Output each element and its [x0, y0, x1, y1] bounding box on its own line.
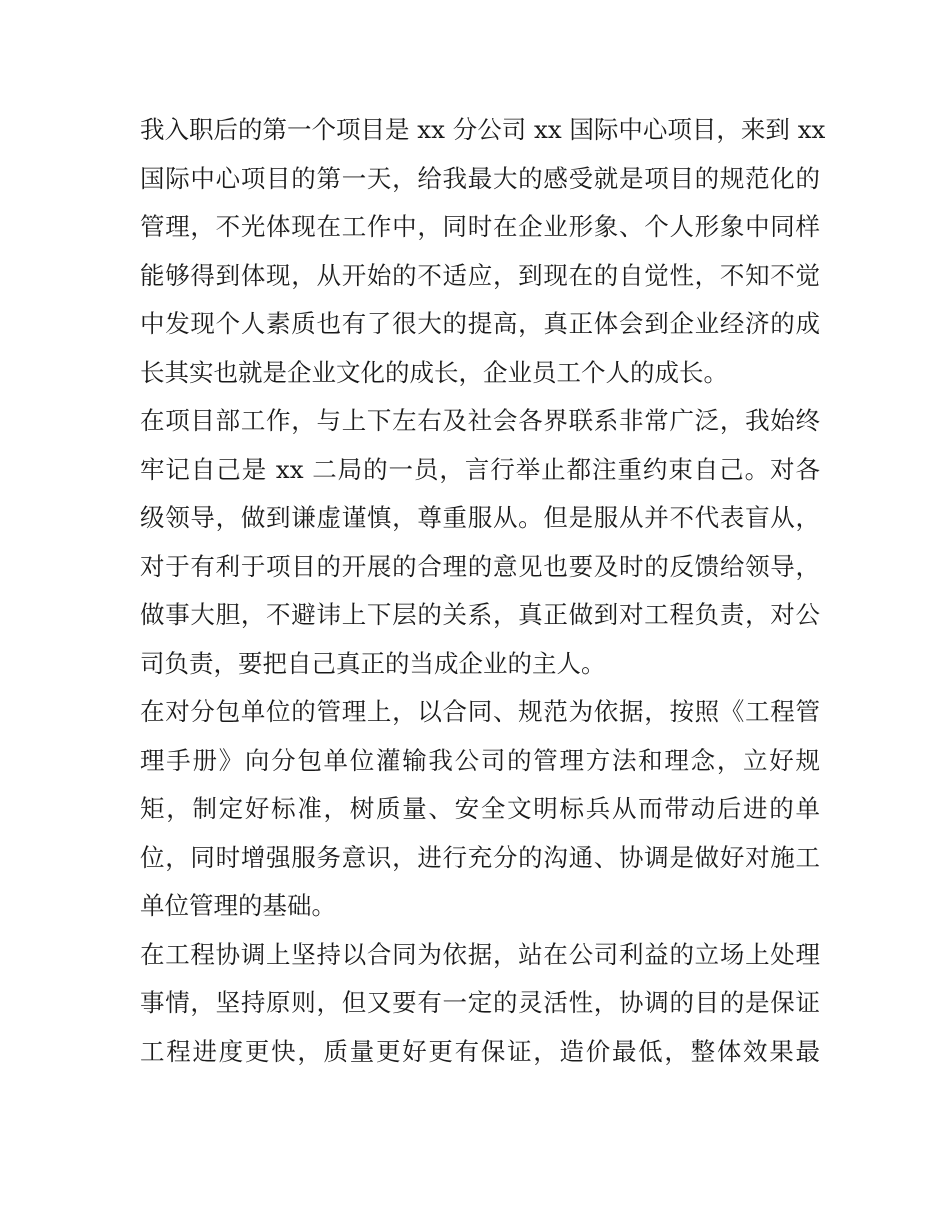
text-line: 在项目部工作，与上下左右及社会各界联系非常广泛，我始终 — [140, 406, 820, 435]
text-line: 中发现个人素质也有了很大的提高，真正体会到企业经济的成 — [140, 309, 820, 338]
text-line: 做事大胆，不避讳上下层的关系，真正做到对工程负责，对公 — [140, 600, 820, 629]
text-line: 对于有利于项目的开展的合理的意见也要及时的反馈给领导， — [140, 551, 820, 581]
text-line: 理手册》向分包单位灌输我公司的管理方法和理念，立好规 — [140, 745, 820, 775]
text-line: 矩，制定好标准，树质量、安全文明标兵从而带动后进的单 — [140, 794, 820, 823]
text-line: 在对分包单位的管理上，以合同、规范为依据，按照《工程管 — [140, 697, 820, 726]
text-line: 事情，坚持原则，但又要有一定的灵活性，协调的目的是保证 — [140, 988, 820, 1017]
text-line: 工程进度更快，质量更好更有保证，造价最低，整体效果最 — [140, 1036, 820, 1066]
paragraph — [140, 931, 820, 1077]
text-line: 位，同时增强服务意识，进行充分的沟通、协调是做好对施工 — [140, 842, 820, 872]
text-line: 能够得到体现，从开始的不适应，到现在的自觉性，不知不觉 — [140, 260, 820, 290]
text-line: 管理，不光体现在工作中，同时在企业形象、个人形象中同样 — [140, 212, 820, 241]
text-line: 司负责，要把自己真正的当成企业的主人。 — [140, 648, 606, 678]
text-line: 单位管理的基础。 — [140, 891, 336, 920]
paragraph — [140, 106, 826, 397]
paragraph — [140, 688, 820, 931]
text-line: 国际中心项目的第一天，给我最大的感受就是项目的规范化的 — [140, 163, 820, 193]
text-line: 级领导，做到谦虚谨慎，尊重服从。但是服从并不代表盲从， — [140, 503, 820, 532]
text-line: 在工程协调上坚持以合同为依据，站在公司利益的立场上处理 — [140, 939, 820, 969]
text-line: 我入职后的第一个项目是 xx 分公司 xx 国际中心项目，来到 xx — [140, 115, 826, 144]
text-line: 牢记自己是 xx 二局的一员，言行举止都注重约束自己。对各 — [140, 454, 820, 484]
document-body — [140, 106, 826, 1076]
paragraph — [140, 397, 820, 688]
text-line: 长其实也就是企业文化的成长，企业员工个人的成长。 — [140, 357, 728, 387]
